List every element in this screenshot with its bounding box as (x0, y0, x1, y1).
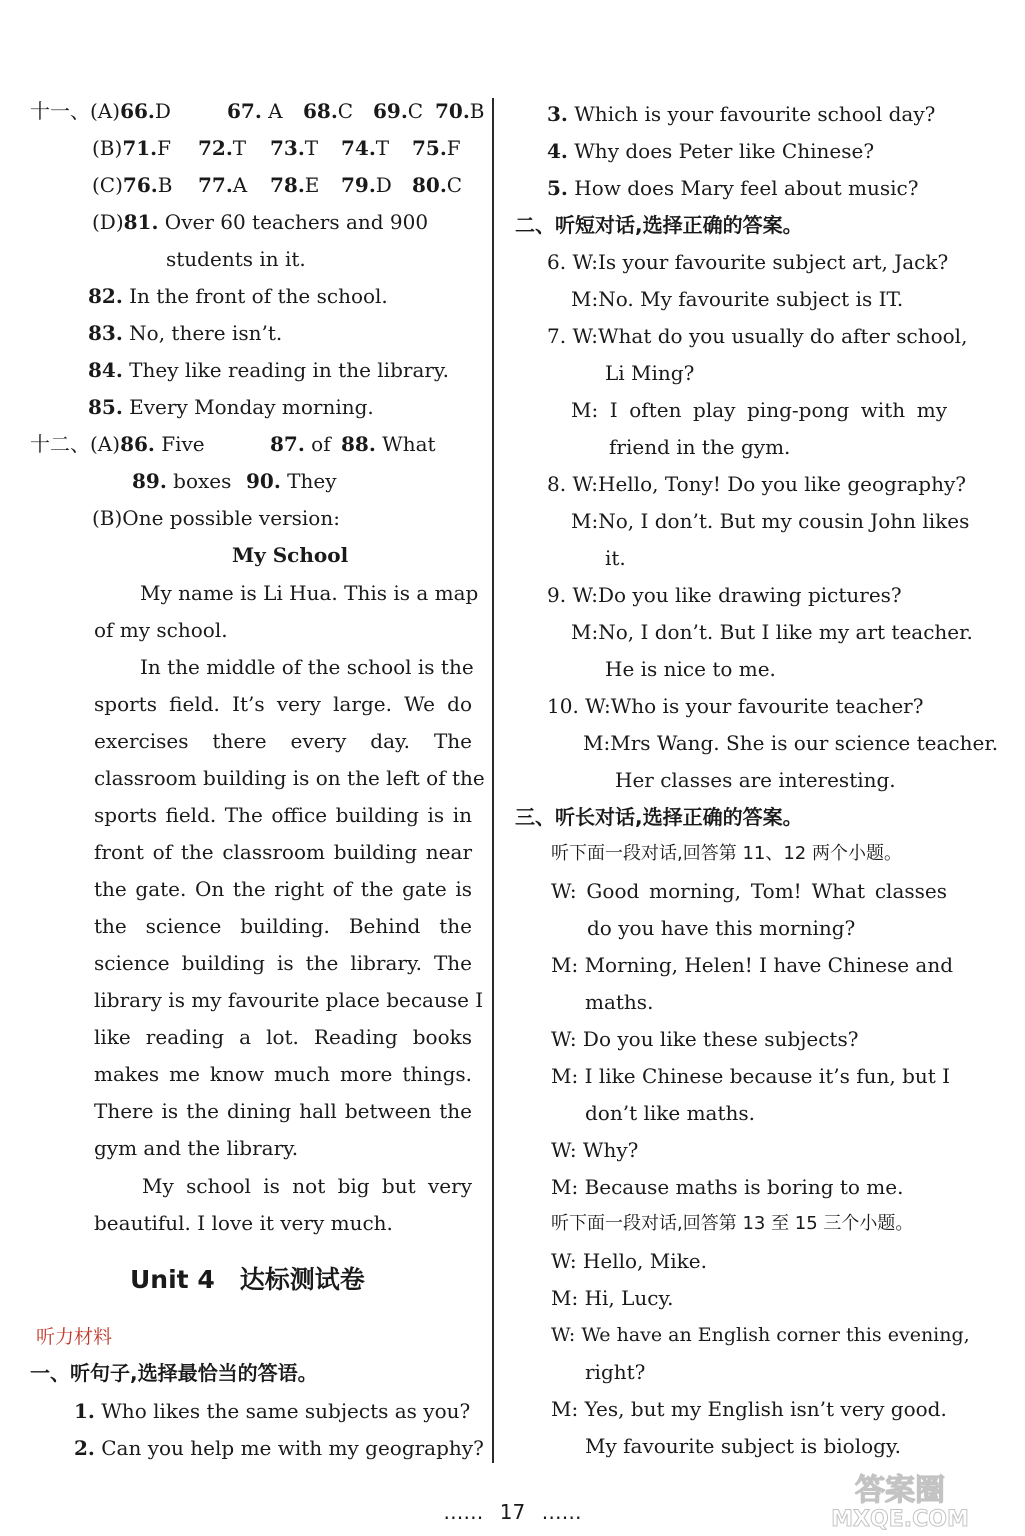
page-dots-right: …… (541, 1500, 582, 1524)
dialog-line: He is nice to me. (605, 657, 776, 681)
instruction-line: 听下面一段对话,回答第 13 至 15 三个小题。 (551, 1213, 914, 1234)
q11-a-70 (435, 98, 485, 124)
item-number: 79. (341, 173, 376, 197)
q12-a-87 (270, 431, 331, 457)
essay-line: classroom building is on the left of the (94, 766, 485, 790)
item-answer: E (304, 173, 320, 197)
item-answer: T (232, 136, 247, 160)
q11-a-69 (373, 98, 423, 124)
dialog-line: W: Good morning, Tom! What classes (551, 879, 947, 903)
item-answer: T (304, 136, 319, 160)
essay-title: My School (232, 543, 349, 567)
item-number: 73. (270, 136, 305, 160)
q11-d-82 (88, 283, 388, 309)
q11-d-81 (92, 209, 428, 235)
dialog-line: M: Because maths is boring to me. (551, 1175, 904, 1199)
dialog-line: W: Do you like these subjects? (551, 1027, 859, 1051)
section-1-title: 一、听句子,选择最恰当的答语。 (30, 1361, 318, 1385)
item-number: 89. (132, 469, 167, 493)
essay-line: like reading a lot. Reading books (94, 1025, 472, 1049)
dialog-line: M: I like Chinese because it’s fun, but I (551, 1064, 951, 1088)
item-number: 82. (88, 284, 123, 308)
item-answer: A (232, 173, 248, 197)
listening-label: 听力材料 (36, 1326, 113, 1348)
page-number-value: 17 (499, 1500, 526, 1524)
essay-line: There is the dining hall between the (94, 1099, 472, 1123)
item-number: 81. (123, 210, 159, 234)
q11-d-label: (D) (92, 210, 124, 234)
q11-a-67 (227, 98, 283, 124)
item-answer: F (157, 136, 171, 160)
dialog-line: maths. (585, 990, 654, 1014)
q11-b-row (92, 135, 171, 161)
item-answer: A (268, 99, 283, 123)
dialog-line: do you have this morning? (587, 916, 856, 940)
item-number: 84. (88, 358, 123, 382)
q11-d-83 (88, 320, 282, 346)
watermark-logo (785, 1468, 1015, 1532)
essay-line: sports field. It’s very large. We do (94, 692, 472, 716)
item-number: 69. (373, 99, 408, 123)
item-number: 77. (198, 173, 233, 197)
item-number: 75. (412, 136, 447, 160)
item-number: 2. (74, 1436, 95, 1460)
dialog-line: 6. W:Is your favourite subject art, Jack? (547, 250, 949, 274)
dialog-line: M: Hi, Lucy. (551, 1286, 674, 1310)
item-answer: boxes (173, 469, 232, 493)
item-answer: D (375, 173, 392, 197)
sec1-item-4 (547, 138, 874, 164)
q11-d-85 (88, 394, 374, 420)
item-number: 90. (246, 469, 281, 493)
essay-line: library is my favourite place because I (94, 988, 484, 1012)
sec1-item-5 (547, 175, 918, 201)
dialog-line: right? (585, 1360, 646, 1384)
item-answer: What (382, 432, 436, 456)
item-answer: T (375, 136, 390, 160)
watermark-text-bottom: MXQE.COM (831, 1507, 969, 1532)
dialog-line: it. (605, 546, 626, 570)
q11-c-77 (198, 172, 247, 198)
essay-line: the science building. Behind the (94, 914, 472, 938)
sec1-item-3 (547, 101, 935, 127)
section-3-title: 三、听长对话,选择正确的答案。 (515, 805, 803, 829)
essay-line: the gate. On the right of the gate is (94, 877, 472, 901)
q11-b-75 (412, 135, 461, 161)
item-answer: C (337, 99, 354, 123)
column-divider (492, 98, 494, 1463)
q11-b-72 (198, 135, 246, 161)
item-number: 67. (227, 99, 262, 123)
item-number: 88. (341, 432, 376, 456)
dialog-line: M:No, I don’t. But I like my art teacher. (571, 620, 973, 644)
dialog-line: friend in the gym. (609, 435, 791, 459)
item-number: 68. (303, 99, 338, 123)
q11-a-68 (303, 98, 353, 124)
unit-heading: Unit 4 达标测试卷 (130, 1265, 365, 1294)
essay-line: exercises there every day. The (94, 729, 472, 753)
dialog-line: 7. W:What do you usually do after school, (547, 324, 968, 348)
dialog-line: M:No. My favourite subject is IT. (571, 287, 904, 311)
item-answer: In the front of the school. (129, 284, 388, 308)
section-2-title: 二、听短对话,选择正确的答案。 (515, 213, 803, 237)
item-number: 74. (341, 136, 376, 160)
item-number: 72. (198, 136, 233, 160)
dialog-line: don’t like maths. (585, 1101, 756, 1125)
item-answer: They like reading in the library. (129, 358, 449, 382)
item-answer: C (446, 173, 463, 197)
item-number: 4. (547, 139, 568, 163)
dialog-line: M:No, I don’t. But my cousin John likes (571, 509, 970, 533)
dialog-line: W: Why? (551, 1138, 639, 1162)
item-answer: No, there isn’t. (129, 321, 283, 345)
item-number: 3. (547, 102, 568, 126)
item-text: Why does Peter like Chinese? (574, 139, 875, 163)
q12-a-90 (246, 468, 337, 494)
q11-d-81-line2: students in it. (166, 247, 306, 271)
item-number: 85. (88, 395, 123, 419)
essay-line: science building is the library. The (94, 951, 472, 975)
item-text: Which is your favourite school day? (574, 102, 936, 126)
dialog-line: 10. W:Who is your favourite teacher? (547, 694, 924, 718)
q12-a-label: 十二、(A) (30, 432, 121, 456)
item-answer: Five (161, 432, 205, 456)
item-answer: They (287, 469, 337, 493)
page-dots-left: …… (443, 1500, 484, 1524)
dialog-line: M: Morning, Helen! I have Chinese and (551, 953, 954, 977)
dialog-line: 9. W:Do you like drawing pictures? (547, 583, 902, 607)
watermark-text-top: 答案圈 (855, 1473, 945, 1508)
dialog-line: W: Hello, Mike. (551, 1249, 707, 1273)
item-answer: of (311, 432, 331, 456)
item-text: How does Mary feel about music? (574, 176, 919, 200)
dialog-line: M: I often play ping-pong with my (571, 398, 947, 422)
item-number: 83. (88, 321, 123, 345)
q12-a-89 (132, 468, 231, 494)
q11-c-row (92, 172, 172, 198)
item-answer: B (157, 173, 173, 197)
item-number: 86. (120, 432, 155, 456)
q12-a-row (30, 431, 205, 457)
item-number: 66. (120, 99, 155, 123)
item-number: 5. (547, 176, 568, 200)
item-number: 87. (270, 432, 305, 456)
item-number: 70. (435, 99, 470, 123)
q11-c-80 (412, 172, 462, 198)
dialog-line: M:Mrs Wang. She is our science teacher. (583, 731, 999, 755)
dialog-line: Li Ming? (605, 361, 695, 385)
item-number: 78. (270, 173, 305, 197)
item-answer: Over 60 teachers and 900 (164, 210, 429, 234)
item-text: Who likes the same subjects as you? (101, 1399, 471, 1423)
dialog-line: M: Yes, but my English isn’t very good. (551, 1397, 947, 1421)
q11-c-78 (270, 172, 319, 198)
dialog-line: 8. W:Hello, Tony! Do you like geography? (547, 472, 967, 496)
instruction-line: 听下面一段对话,回答第 11、12 两个小题。 (551, 843, 902, 864)
item-number: 76. (122, 173, 158, 197)
q11-b-label: (B) (92, 136, 123, 160)
q11-d-84 (88, 357, 449, 383)
item-answer: D (154, 99, 171, 123)
item-number: 1. (74, 1399, 95, 1423)
q11-c-79 (341, 172, 392, 198)
essay-line: gym and the library. (94, 1136, 299, 1160)
sec1-item-2 (74, 1435, 484, 1461)
q12-b-intro: (B)One possible version: (92, 506, 340, 530)
q11-c-label: (C) (92, 173, 123, 197)
dialog-line: Her classes are interesting. (615, 768, 896, 792)
essay-line: In the middle of the school is the (140, 655, 474, 679)
essay-line: makes me know much more things. (94, 1062, 472, 1086)
item-answer: C (407, 99, 424, 123)
essay-line: beautiful. I love it very much. (94, 1211, 393, 1235)
item-text: Can you help me with my geography? (101, 1436, 484, 1460)
q12-a-88 (341, 431, 436, 457)
q11-b-74 (341, 135, 389, 161)
essay-line: My name is Li Hua. This is a map (140, 581, 479, 605)
essay-line: My school is not big but very (142, 1174, 472, 1198)
q11-b-73 (270, 135, 318, 161)
item-number: 71. (122, 136, 158, 160)
item-answer: F (446, 136, 461, 160)
essay-line: sports field. The office building is in (94, 803, 472, 827)
item-answer: Every Monday morning. (129, 395, 374, 419)
q11-a-row (30, 98, 171, 124)
item-number: 80. (412, 173, 447, 197)
dialog-line: W: We have an English corner this evening, (551, 1324, 970, 1346)
essay-line: front of the classroom building near (94, 840, 472, 864)
essay-line: of my school. (94, 618, 228, 642)
q11-a-label: 十一、(A) (30, 99, 121, 123)
dialog-line: My favourite subject is biology. (585, 1434, 901, 1458)
sec1-item-1 (74, 1398, 470, 1424)
item-answer: B (469, 99, 485, 123)
